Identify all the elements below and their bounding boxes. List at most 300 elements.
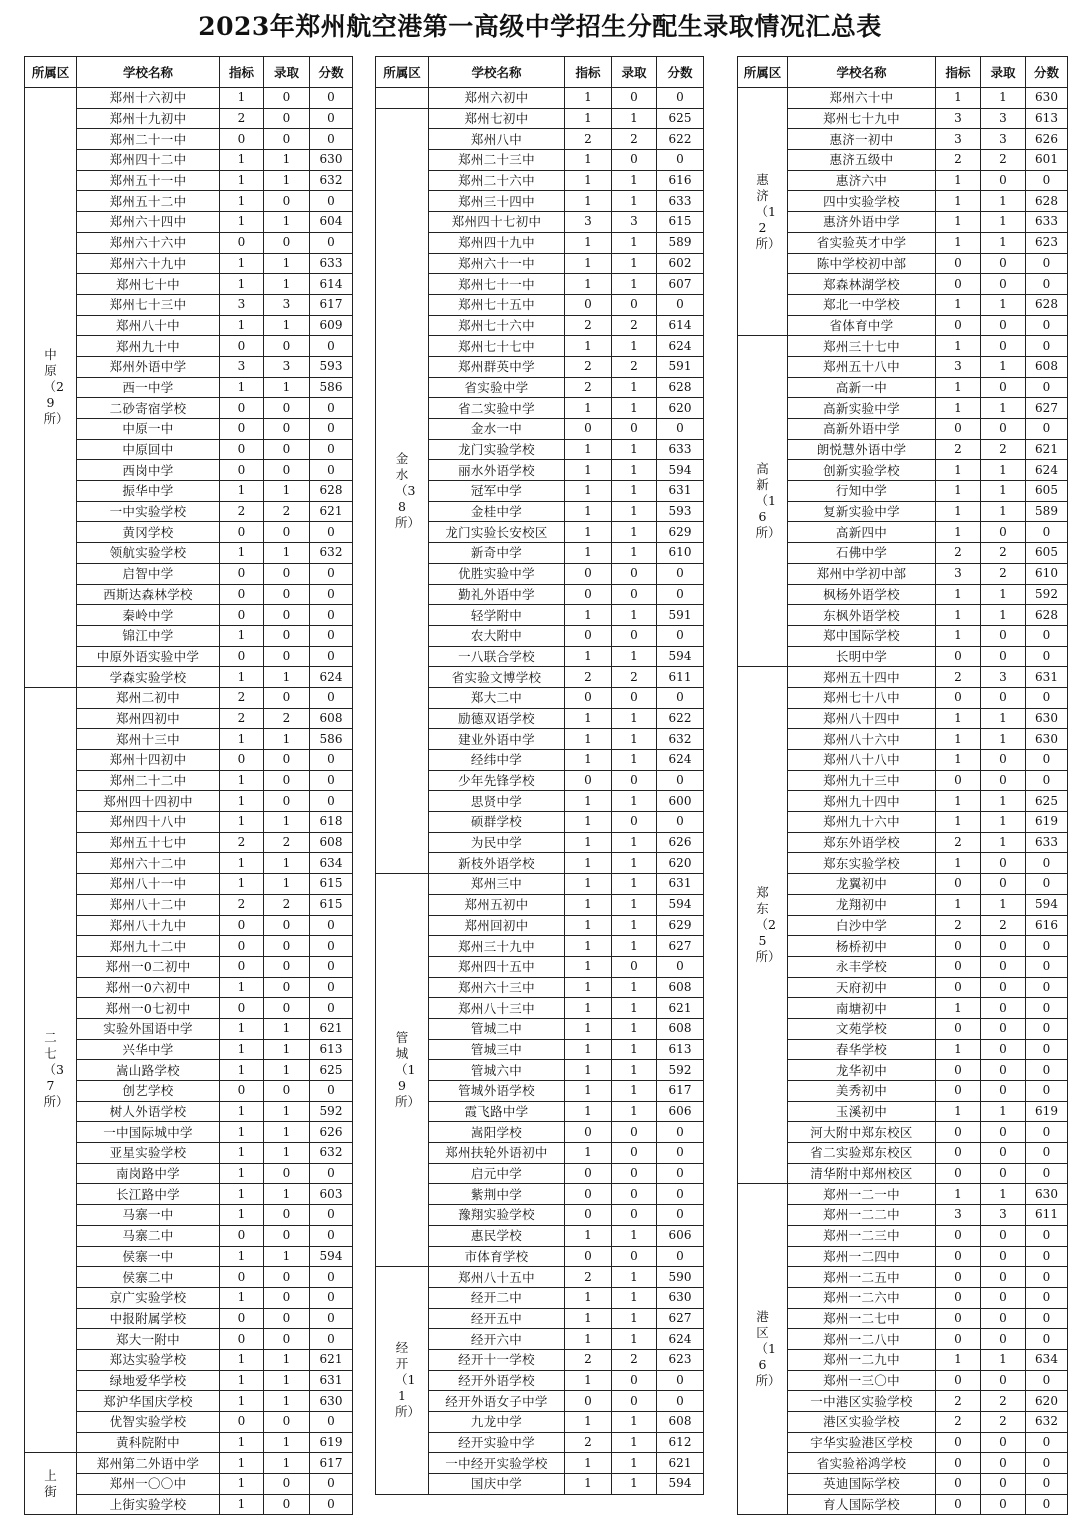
admitted-cell: 0 xyxy=(981,522,1026,543)
school-name-cell: 郑州八十四中 xyxy=(788,708,936,729)
school-name-cell: 创新实验学校 xyxy=(788,460,936,481)
admitted-cell: 0 xyxy=(264,1474,310,1495)
score-cell: 0 xyxy=(310,419,353,440)
score-cell: 619 xyxy=(1026,1101,1068,1122)
admitted-cell: 1 xyxy=(981,398,1026,419)
score-cell: 621 xyxy=(657,1453,704,1474)
score-cell: 633 xyxy=(657,439,704,460)
score-cell: 632 xyxy=(310,170,353,191)
quota-cell: 0 xyxy=(936,315,981,336)
admitted-cell: 2 xyxy=(981,543,1026,564)
district-label: 中原（29所） xyxy=(43,347,69,427)
admitted-cell: 3 xyxy=(264,356,310,377)
table-row xyxy=(738,1246,1068,1267)
score-cell: 632 xyxy=(310,1143,353,1164)
score-cell: 613 xyxy=(310,1039,353,1060)
admitted-cell: 0 xyxy=(264,625,310,646)
admitted-cell: 1 xyxy=(264,1039,310,1060)
admitted-cell: 1 xyxy=(612,460,657,481)
table-row xyxy=(25,88,353,109)
score-cell: 0 xyxy=(1026,687,1068,708)
admitted-cell: 0 xyxy=(264,605,310,626)
admitted-cell: 0 xyxy=(264,1412,310,1433)
quota-cell: 1 xyxy=(565,1101,612,1122)
score-cell: 0 xyxy=(310,232,353,253)
table-row xyxy=(738,874,1068,895)
school-name-cell: 郑州一二三中 xyxy=(788,1225,936,1246)
school-name-cell: 郑州二十二中 xyxy=(77,770,220,791)
score-cell: 624 xyxy=(657,336,704,357)
school-name-cell: 郑州十九初中 xyxy=(77,108,220,129)
quota-cell: 2 xyxy=(936,667,981,688)
admitted-cell: 0 xyxy=(612,88,657,109)
quota-cell: 1 xyxy=(565,522,612,543)
table-row xyxy=(738,791,1068,812)
school-name-cell: 霞飞路中学 xyxy=(429,1101,565,1122)
school-name-cell: 高新一中 xyxy=(788,377,936,398)
score-cell: 592 xyxy=(1026,584,1068,605)
school-name-cell: 四中实验学校 xyxy=(788,191,936,212)
quota-cell: 1 xyxy=(565,336,612,357)
score-cell: 0 xyxy=(310,584,353,605)
quota-cell: 1 xyxy=(565,191,612,212)
admitted-cell: 1 xyxy=(264,1246,310,1267)
school-name-cell: 一中国际城中学 xyxy=(77,1122,220,1143)
quota-cell: 0 xyxy=(936,1143,981,1164)
admitted-cell: 0 xyxy=(264,1081,310,1102)
quota-cell: 1 xyxy=(565,1308,612,1329)
admitted-cell: 1 xyxy=(612,998,657,1019)
table-row xyxy=(738,191,1068,212)
admitted-cell: 1 xyxy=(612,1225,657,1246)
admitted-cell: 0 xyxy=(264,1267,310,1288)
admitted-cell: 1 xyxy=(264,667,310,688)
score-cell: 608 xyxy=(657,1018,704,1039)
score-cell: 0 xyxy=(1026,1060,1068,1081)
admitted-cell: 0 xyxy=(981,625,1026,646)
quota-cell: 1 xyxy=(565,708,612,729)
score-cell: 0 xyxy=(1026,1122,1068,1143)
quota-cell: 1 xyxy=(220,377,264,398)
district-label: 郑东（25所） xyxy=(755,885,781,965)
table-row xyxy=(738,1267,1068,1288)
quota-cell: 1 xyxy=(220,253,264,274)
school-name-cell: 嵩山路学校 xyxy=(77,1060,220,1081)
table-row xyxy=(738,543,1068,564)
school-name-cell: 郑州一0二初中 xyxy=(77,956,220,977)
school-name-cell: 惠济六中 xyxy=(788,170,936,191)
score-cell: 617 xyxy=(310,1453,353,1474)
quota-cell: 1 xyxy=(936,729,981,750)
district-cell xyxy=(25,88,77,688)
admitted-cell: 0 xyxy=(612,812,657,833)
admitted-cell: 0 xyxy=(264,563,310,584)
header-district: 所属区 xyxy=(25,57,77,88)
table-row xyxy=(738,563,1068,584)
quota-cell: 0 xyxy=(220,1081,264,1102)
admitted-cell: 1 xyxy=(612,646,657,667)
admitted-cell: 1 xyxy=(264,150,310,171)
admitted-cell: 1 xyxy=(264,170,310,191)
quota-cell: 1 xyxy=(220,274,264,295)
admitted-cell: 1 xyxy=(612,832,657,853)
admitted-cell: 1 xyxy=(264,1122,310,1143)
admitted-cell: 1 xyxy=(612,874,657,895)
school-name-cell: 南塘初中 xyxy=(788,998,936,1019)
quota-cell: 1 xyxy=(220,874,264,895)
admitted-cell: 0 xyxy=(264,956,310,977)
school-name-cell: 郑州六十一中 xyxy=(429,253,565,274)
header-school-name: 学校名称 xyxy=(788,57,936,88)
school-name-cell: 郑州回初中 xyxy=(429,915,565,936)
table-row xyxy=(738,1287,1068,1308)
score-cell: 0 xyxy=(657,687,704,708)
school-name-cell: 锦江中学 xyxy=(77,625,220,646)
score-cell: 611 xyxy=(1026,1205,1068,1226)
school-name-cell: 经开五中 xyxy=(429,1308,565,1329)
quota-cell: 2 xyxy=(220,687,264,708)
admitted-cell: 0 xyxy=(981,977,1026,998)
table-row xyxy=(25,687,353,708)
quota-cell: 1 xyxy=(220,977,264,998)
school-name-cell: 学森实验学校 xyxy=(77,667,220,688)
table-row xyxy=(738,1391,1068,1412)
school-name-cell: 经开十一学校 xyxy=(429,1349,565,1370)
table-row xyxy=(738,1308,1068,1329)
school-name-cell: 郑州七十中 xyxy=(77,274,220,295)
score-cell: 0 xyxy=(1026,1287,1068,1308)
school-name-cell: 领航实验学校 xyxy=(77,543,220,564)
quota-cell: 0 xyxy=(220,336,264,357)
score-cell: 0 xyxy=(310,439,353,460)
admitted-cell: 0 xyxy=(612,1184,657,1205)
school-name-cell: 郑州六十中 xyxy=(788,88,936,109)
school-name-cell: 郑州九十二中 xyxy=(77,936,220,957)
score-cell: 614 xyxy=(657,315,704,336)
score-cell: 615 xyxy=(310,874,353,895)
admitted-cell: 2 xyxy=(981,563,1026,584)
district-label: 经开（11所） xyxy=(395,1340,421,1420)
school-name-cell: 郑州八十九中 xyxy=(77,915,220,936)
quota-cell: 0 xyxy=(936,1060,981,1081)
quota-cell: 1 xyxy=(220,1287,264,1308)
score-cell: 627 xyxy=(1026,398,1068,419)
score-cell: 603 xyxy=(310,1184,353,1205)
school-name-cell: 轻学附中 xyxy=(429,605,565,626)
quota-cell: 3 xyxy=(936,129,981,150)
school-name-cell: 郑州六初中 xyxy=(429,88,565,109)
quota-cell: 2 xyxy=(565,377,612,398)
score-cell: 602 xyxy=(657,253,704,274)
admitted-cell: 1 xyxy=(264,543,310,564)
quota-cell: 2 xyxy=(936,543,981,564)
school-name-cell: 郑州五十一中 xyxy=(77,170,220,191)
admitted-cell: 1 xyxy=(612,522,657,543)
admitted-cell: 0 xyxy=(264,1225,310,1246)
school-name-cell: 郑州七十三中 xyxy=(77,294,220,315)
score-cell: 0 xyxy=(1026,522,1068,543)
admitted-cell: 0 xyxy=(264,687,310,708)
quota-cell: 1 xyxy=(936,501,981,522)
quota-cell: 1 xyxy=(220,1143,264,1164)
school-name-cell: 高新实验中学 xyxy=(788,398,936,419)
school-name-cell: 郑州一二四中 xyxy=(788,1246,936,1267)
quota-cell: 2 xyxy=(565,129,612,150)
quota-cell: 1 xyxy=(936,1039,981,1060)
admitted-cell: 0 xyxy=(612,584,657,605)
quota-cell: 3 xyxy=(936,356,981,377)
school-name-cell: 侯寨二中 xyxy=(77,1267,220,1288)
admitted-cell: 0 xyxy=(981,1225,1026,1246)
school-name-cell: 河大附中郑东校区 xyxy=(788,1122,936,1143)
admitted-cell: 1 xyxy=(612,336,657,357)
score-cell: 591 xyxy=(657,356,704,377)
admitted-cell: 1 xyxy=(612,1453,657,1474)
admitted-cell: 1 xyxy=(264,1432,310,1453)
score-cell: 0 xyxy=(657,812,704,833)
table-column-3 xyxy=(737,56,1068,1515)
score-cell: 626 xyxy=(1026,129,1068,150)
school-name-cell: 经纬中学 xyxy=(429,750,565,771)
admitted-cell: 0 xyxy=(264,770,310,791)
admitted-cell: 1 xyxy=(612,439,657,460)
school-name-cell: 行知中学 xyxy=(788,481,936,502)
school-name-cell: 郑州二十三中 xyxy=(429,150,565,171)
school-name-cell: 优胜实验中学 xyxy=(429,563,565,584)
school-name-cell: 丽水外语学校 xyxy=(429,460,565,481)
admitted-cell: 1 xyxy=(612,750,657,771)
school-name-cell: 振华中学 xyxy=(77,481,220,502)
school-name-cell: 郑州六十二中 xyxy=(77,853,220,874)
school-name-cell: 励德双语学校 xyxy=(429,708,565,729)
admitted-cell: 0 xyxy=(981,998,1026,1019)
table-row xyxy=(738,129,1068,150)
admitted-cell: 0 xyxy=(981,1060,1026,1081)
score-cell: 612 xyxy=(657,1432,704,1453)
score-cell: 592 xyxy=(657,1060,704,1081)
quota-cell: 1 xyxy=(936,1349,981,1370)
school-name-cell: 创艺学校 xyxy=(77,1081,220,1102)
quota-cell: 0 xyxy=(220,1412,264,1433)
admitted-cell: 0 xyxy=(264,977,310,998)
quota-cell: 1 xyxy=(565,108,612,129)
school-name-cell: 惠济五级中 xyxy=(788,150,936,171)
admitted-cell: 3 xyxy=(981,1205,1026,1226)
admitted-cell: 3 xyxy=(981,108,1026,129)
score-cell: 629 xyxy=(657,522,704,543)
score-cell: 0 xyxy=(1026,274,1068,295)
school-name-cell: 惠济外语中学 xyxy=(788,212,936,233)
admitted-cell: 1 xyxy=(981,501,1026,522)
score-cell: 631 xyxy=(657,481,704,502)
quota-cell: 2 xyxy=(936,1412,981,1433)
admitted-cell: 0 xyxy=(981,750,1026,771)
score-cell: 0 xyxy=(310,88,353,109)
admitted-cell: 0 xyxy=(981,646,1026,667)
quota-cell: 0 xyxy=(220,1267,264,1288)
quota-cell: 1 xyxy=(220,1101,264,1122)
score-cell: 608 xyxy=(657,977,704,998)
quota-cell: 1 xyxy=(936,398,981,419)
school-name-cell: 龙门实验长安校区 xyxy=(429,522,565,543)
admitted-cell: 1 xyxy=(981,894,1026,915)
school-name-cell: 省实验裕鸿学校 xyxy=(788,1453,936,1474)
quota-cell: 1 xyxy=(565,150,612,171)
score-cell: 621 xyxy=(657,998,704,1019)
school-name-cell: 西斯达森林学校 xyxy=(77,584,220,605)
quota-cell: 1 xyxy=(220,853,264,874)
admitted-cell: 0 xyxy=(612,419,657,440)
quota-cell: 1 xyxy=(565,729,612,750)
table-row xyxy=(738,398,1068,419)
admitted-cell: 1 xyxy=(981,232,1026,253)
score-cell: 0 xyxy=(310,522,353,543)
table-row xyxy=(738,750,1068,771)
quota-cell: 1 xyxy=(936,522,981,543)
score-cell: 0 xyxy=(310,1267,353,1288)
school-name-cell: 郑州十四初中 xyxy=(77,750,220,771)
score-cell: 624 xyxy=(310,667,353,688)
quota-cell: 1 xyxy=(936,88,981,109)
score-cell: 605 xyxy=(1026,481,1068,502)
header-score: 分数 xyxy=(1026,57,1068,88)
table-row xyxy=(738,832,1068,853)
quota-cell: 0 xyxy=(936,1225,981,1246)
score-cell: 0 xyxy=(1026,419,1068,440)
admitted-cell: 1 xyxy=(612,274,657,295)
admitted-cell: 1 xyxy=(264,1391,310,1412)
school-name-cell: 豫翔实验学校 xyxy=(429,1205,565,1226)
score-cell: 0 xyxy=(310,1225,353,1246)
score-cell: 0 xyxy=(657,770,704,791)
score-cell: 0 xyxy=(1026,253,1068,274)
district-label: 惠济（12所） xyxy=(755,171,781,251)
admitted-cell: 0 xyxy=(981,874,1026,895)
school-name-cell: 上街实验学校 xyxy=(77,1494,220,1515)
admitted-cell: 0 xyxy=(264,1163,310,1184)
district-cell xyxy=(25,687,77,1452)
score-cell: 0 xyxy=(657,1391,704,1412)
score-cell: 0 xyxy=(657,1246,704,1267)
admitted-cell: 1 xyxy=(264,853,310,874)
quota-cell: 1 xyxy=(220,1391,264,1412)
district-label: 高新（16所） xyxy=(755,461,781,541)
school-name-cell: 中原一中 xyxy=(77,419,220,440)
header-row xyxy=(376,57,704,88)
admission-table xyxy=(24,56,353,1515)
school-name-cell: 嵩阳学校 xyxy=(429,1122,565,1143)
admitted-cell: 2 xyxy=(264,894,310,915)
admitted-cell: 1 xyxy=(264,1349,310,1370)
school-name-cell: 长明中学 xyxy=(788,646,936,667)
school-name-cell: 杨桥初中 xyxy=(788,936,936,957)
quota-cell: 2 xyxy=(565,1267,612,1288)
quota-cell: 0 xyxy=(220,129,264,150)
score-cell: 630 xyxy=(310,150,353,171)
table-column-1 xyxy=(24,56,353,1515)
admitted-cell: 2 xyxy=(612,1349,657,1370)
school-name-cell: 郑州七十五中 xyxy=(429,294,565,315)
quota-cell: 1 xyxy=(565,1225,612,1246)
quota-cell: 0 xyxy=(936,1494,981,1515)
admitted-cell: 2 xyxy=(264,501,310,522)
school-name-cell: 龙翼初中 xyxy=(788,874,936,895)
admitted-cell: 0 xyxy=(612,150,657,171)
quota-cell: 1 xyxy=(220,1370,264,1391)
school-name-cell: 郑州一二六中 xyxy=(788,1287,936,1308)
school-name-cell: 金桂中学 xyxy=(429,501,565,522)
school-name-cell: 一中实验学校 xyxy=(77,501,220,522)
score-cell: 0 xyxy=(1026,1432,1068,1453)
score-cell: 0 xyxy=(1026,936,1068,957)
quota-cell: 0 xyxy=(936,1453,981,1474)
table-row xyxy=(738,212,1068,233)
school-name-cell: 郑州九十三中 xyxy=(788,770,936,791)
admitted-cell: 2 xyxy=(981,150,1026,171)
school-name-cell: 二砂寄宿学校 xyxy=(77,398,220,419)
school-name-cell: 英迪国际学校 xyxy=(788,1474,936,1495)
school-name-cell: 郑州八十三中 xyxy=(429,998,565,1019)
school-name-cell: 郑大一附中 xyxy=(77,1329,220,1350)
quota-cell: 1 xyxy=(936,212,981,233)
admitted-cell: 0 xyxy=(981,1163,1026,1184)
admitted-cell: 1 xyxy=(981,708,1026,729)
quota-cell: 0 xyxy=(565,584,612,605)
admitted-cell: 1 xyxy=(612,977,657,998)
school-name-cell: 郑州六十三中 xyxy=(429,977,565,998)
district-cell xyxy=(738,336,788,667)
quota-cell: 0 xyxy=(565,770,612,791)
school-name-cell: 郑州二十一中 xyxy=(77,129,220,150)
quota-cell: 0 xyxy=(565,1246,612,1267)
admitted-cell: 0 xyxy=(981,687,1026,708)
quota-cell: 2 xyxy=(936,439,981,460)
admitted-cell: 0 xyxy=(612,1163,657,1184)
table-row xyxy=(738,481,1068,502)
score-cell: 0 xyxy=(1026,1329,1068,1350)
quota-cell: 1 xyxy=(565,1412,612,1433)
table-column-2 xyxy=(375,56,704,1495)
admitted-cell: 2 xyxy=(612,356,657,377)
score-cell: 632 xyxy=(1026,1412,1068,1433)
school-name-cell: 郑州五十二中 xyxy=(77,191,220,212)
score-cell: 0 xyxy=(1026,377,1068,398)
quota-cell: 1 xyxy=(936,812,981,833)
quota-cell: 3 xyxy=(936,108,981,129)
quota-cell: 0 xyxy=(565,563,612,584)
table-row xyxy=(738,1329,1068,1350)
school-name-cell: 龙翔初中 xyxy=(788,894,936,915)
admitted-cell: 2 xyxy=(612,667,657,688)
quota-cell: 0 xyxy=(565,294,612,315)
school-name-cell: 郑州一二一中 xyxy=(788,1184,936,1205)
admitted-cell: 1 xyxy=(981,605,1026,626)
school-name-cell: 勤礼外语中学 xyxy=(429,584,565,605)
score-cell: 0 xyxy=(1026,1225,1068,1246)
admitted-cell: 2 xyxy=(612,129,657,150)
quota-cell: 1 xyxy=(936,191,981,212)
table-row xyxy=(738,1143,1068,1164)
score-cell: 0 xyxy=(310,915,353,936)
school-name-cell: 复新实验中学 xyxy=(788,501,936,522)
admitted-cell: 0 xyxy=(612,1122,657,1143)
admitted-cell: 1 xyxy=(264,812,310,833)
school-name-cell: 郑州六十四中 xyxy=(77,212,220,233)
admitted-cell: 0 xyxy=(981,1267,1026,1288)
score-cell: 616 xyxy=(1026,915,1068,936)
school-name-cell: 郑州七十八中 xyxy=(788,687,936,708)
quota-cell: 1 xyxy=(565,274,612,295)
